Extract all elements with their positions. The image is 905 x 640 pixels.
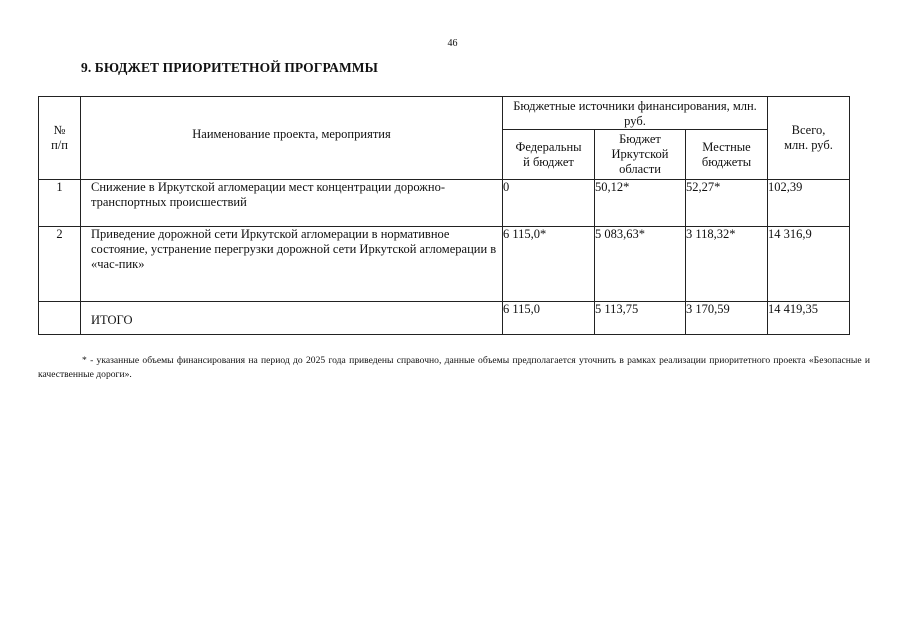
header-row-1: [39, 97, 850, 130]
total-federal: 6 115,0: [503, 302, 595, 335]
budget-table: [38, 96, 850, 335]
page-number: 46: [447, 38, 458, 49]
total-label: ИТОГО: [81, 302, 503, 335]
total-row: [39, 302, 850, 335]
row-federal: 6 115,0*: [503, 227, 595, 302]
header-local: Местные бюджеты: [686, 130, 768, 180]
header-regional: Бюджет Иркутской области: [595, 130, 686, 180]
header-name: Наименование проекта, мероприятия: [81, 97, 503, 180]
row-local: 3 118,32*: [686, 227, 768, 302]
section-title: 9. БЮДЖЕТ ПРИОРИТЕТНОЙ ПРОГРАММЫ: [81, 60, 378, 75]
footnote: * - указанные объемы финансирования на период до 2025 года приведены справочно, данные объемы предполагается уточнить в рамках реализации приоритетного проекта «Безопасные и качественные дороги».: [38, 355, 870, 380]
row-total: 102,39: [768, 180, 850, 227]
row-num: 2: [39, 227, 81, 302]
header-num: № п/п: [39, 97, 81, 180]
table-row: [39, 180, 850, 227]
row-total: 14 316,9: [768, 227, 850, 302]
row-regional: 5 083,63*: [595, 227, 686, 302]
total-num: [39, 302, 81, 335]
row-name: Приведение дорожной сети Иркутской агломерации в нормативное состояние, устранение перегрузки дорожной сети Иркутской агломерации в «час-пик»: [81, 227, 503, 302]
header-total: Всего, млн. руб.: [768, 97, 850, 180]
header-sources-group: Бюджетные источники финансирования, млн. руб.: [503, 97, 768, 130]
table-row: [39, 227, 850, 302]
total-regional: 5 113,75: [595, 302, 686, 335]
total-local: 3 170,59: [686, 302, 768, 335]
row-federal: 0: [503, 180, 595, 227]
row-num: 1: [39, 180, 81, 227]
row-name: Снижение в Иркутской агломерации мест концентрации дорожно-транспортных происшествий: [81, 180, 503, 227]
header-federal: Федеральны й бюджет: [503, 130, 595, 180]
total-total: 14 419,35: [768, 302, 850, 335]
row-local: 52,27*: [686, 180, 768, 227]
row-regional: 50,12*: [595, 180, 686, 227]
